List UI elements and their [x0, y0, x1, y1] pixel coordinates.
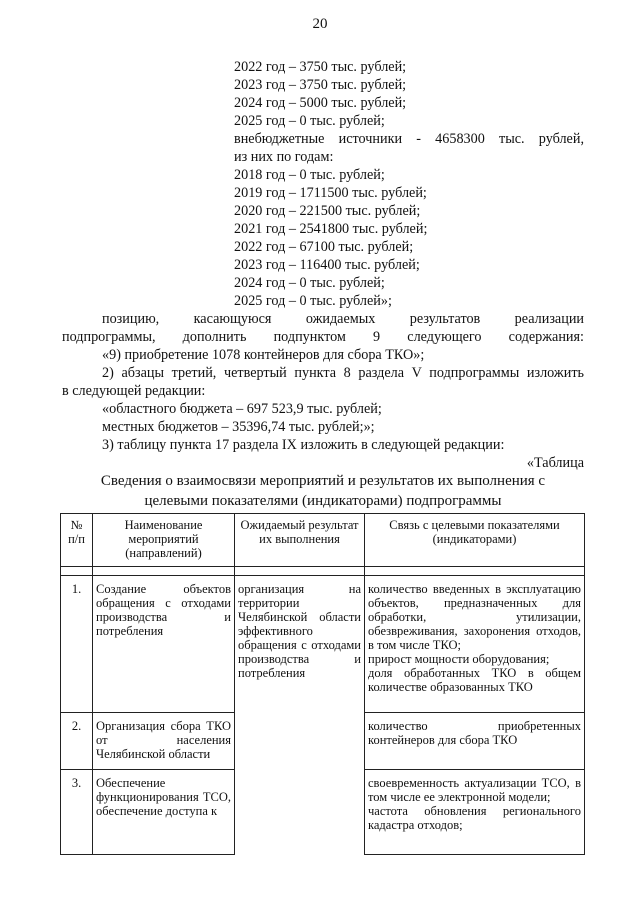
funding-line: из них по годам:: [234, 149, 334, 165]
funding-line: 2025 год – 0 тыс. рублей;: [234, 113, 385, 129]
row-link: [365, 770, 585, 855]
header-link: Связь с целевыми показателями (индикаторами): [365, 514, 585, 567]
row-result-text: организация на территории Челябинской области эффективного обращения с отходами производства и потребления: [238, 582, 361, 680]
funding-list: [234, 58, 584, 310]
funding-line: 2024 год – 0 тыс. рублей;: [234, 275, 385, 291]
row-link: [365, 576, 585, 713]
row-name: Организация сбора ТКО от населения Челябинской области: [93, 713, 235, 770]
table-title: [62, 471, 584, 511]
funding-line: 2018 год – 0 тыс. рублей;: [234, 167, 385, 183]
funding-line: 2023 год – 3750 тыс. рублей;: [234, 77, 407, 93]
funding-line: 2025 год – 0 тыс. рублей»;: [234, 293, 392, 309]
funding-line: 2023 год – 116400 тыс. рублей;: [234, 257, 420, 273]
paragraph-regional-budget: «областного бюджета – 697 523,9 тыс. рублей;: [102, 401, 382, 417]
paragraph-line: позицию, касающуюся ожидаемых результатов реализации: [102, 311, 584, 327]
header-name: Наименование мероприятий (направлений): [93, 514, 235, 567]
measures-table: [60, 513, 585, 855]
row-num: 3.: [61, 770, 93, 855]
table-caption-label: «Таблица: [526, 455, 584, 471]
row-link-item: доля обработанных ТКО в общем количестве образованных ТКО: [368, 666, 581, 694]
paragraph-line: 2) абзацы третий, четвертый пункта 8 раздела V подпрограммы изложить: [102, 365, 584, 381]
row-link-item: количество введенных в эксплуатацию объектов, предназначенных для обработки, утилизации, обезвреживания, захоронения отходов, в том числе ТКО;: [368, 582, 581, 652]
table-title-line: Сведения о взаимосвязи мероприятий и результатов их выполнения с: [100, 473, 546, 489]
row-name: Создание объектов обращения с отходами производства и потребления: [93, 576, 235, 713]
paragraph-results: [62, 310, 584, 346]
funding-line: 2020 год – 221500 тыс. рублей;: [234, 203, 421, 219]
funding-line: 2022 год – 3750 тыс. рублей;: [234, 59, 407, 75]
table-title-line: целевыми показателями (индикаторами) подпрограммы: [144, 493, 502, 509]
row-name: Обеспечение функционирования ТСО, обеспечение доступа к: [93, 770, 235, 855]
row-link-item: своевременность актуализации ТСО, в том числе ее электронной модели;: [368, 776, 581, 804]
row-num: 2.: [61, 713, 93, 770]
paragraph-line: в следующей редакции:: [62, 383, 206, 399]
paragraph-item-2: [62, 364, 584, 400]
paragraph-item-3: 3) таблицу пункта 17 раздела IX изложить в следующей редакции:: [102, 437, 505, 453]
page-number: 20: [312, 16, 328, 32]
row-link: количество приобретенных контейнеров для сбора ТКО: [365, 713, 585, 770]
funding-line: 2024 год – 5000 тыс. рублей;: [234, 95, 407, 111]
header-num: № п/п: [61, 514, 93, 567]
row-link-item: частота обновления регионального кадастра отходов;: [368, 804, 581, 832]
row-result: [235, 576, 365, 855]
row-link-item: прирост мощности оборудования;: [368, 652, 550, 666]
row-num: 1.: [61, 576, 93, 713]
funding-line: 2019 год – 1711500 тыс. рублей;: [234, 185, 427, 201]
funding-line: внебюджетные источники - 4658300 тыс. рублей,: [234, 131, 584, 147]
table-header-row: [61, 514, 585, 567]
header-result: Ожидаемый результат их выполнения: [235, 514, 365, 567]
paragraph-line: подпрограммы, дополнить подпунктом 9 следующего содержания:: [62, 329, 584, 345]
table-row: [61, 576, 585, 713]
paragraph-local-budget: местных бюджетов – 35396,74 тыс. рублей;»;: [102, 419, 375, 435]
paragraph-item-9: «9) приобретение 1078 контейнеров для сбора ТКО»;: [102, 347, 425, 363]
funding-line: 2021 год – 2541800 тыс. рублей;: [234, 221, 428, 237]
funding-line: 2022 год – 67100 тыс. рублей;: [234, 239, 414, 255]
table-gap-row: [61, 567, 585, 576]
